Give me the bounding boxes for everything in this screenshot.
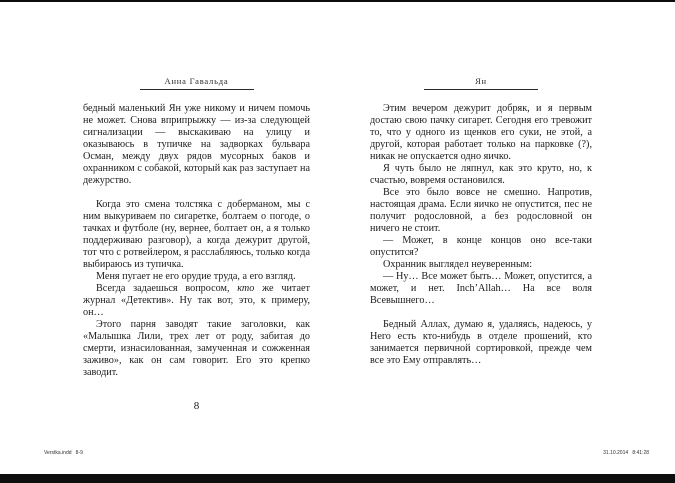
text-segment: Меня пугает не его орудие труда, а его взгляд.: [96, 271, 296, 282]
paragraph: [83, 103, 310, 187]
paragraph: [370, 187, 592, 235]
paragraph: [83, 199, 310, 271]
page-right: [370, 76, 592, 367]
paragraph: [83, 283, 310, 319]
italic-text-segment: кто: [237, 283, 255, 294]
text-segment: Когда это смена толстяка с доберманом, мы с ним выкуриваем по сигаретке, болтаем о погоде, о тачках и футболе (ну, вернее, болтает он, а я только поддерживаю разговор), а когда дежурит другой, тот что с ротвейлером, я расслабляюсь, только когда выбираюсь из тупичка.: [83, 199, 310, 270]
text-segment: же читает журнал «Детектив». Ну так вот, это, к примеру, он…: [83, 283, 310, 318]
text-segment: — Ну… Все может быть… Может, опустится, а может, и нет. Inch’Allah… На все воля Всевышнего…: [370, 271, 592, 306]
running-header-left: Анна Гавальда: [140, 76, 254, 90]
paragraph: [370, 163, 592, 187]
print-slug-filename: Verstka.indd 8-9: [44, 450, 83, 456]
paragraph: [370, 103, 592, 163]
text-segment: Всегда задаешься вопросом,: [96, 283, 238, 294]
paragraph: [370, 271, 592, 307]
page-left: [83, 76, 310, 379]
bottom-edge-bar: [0, 474, 675, 483]
text-segment: бедный маленький Ян уже никому и ничем помочь не может. Снова вприпрыжку — из-за следующей сигнализации — выскакиваю на улицу и оказываюсь в тупичке на задворках бульвара Осман, между двух рядов мусорных баков и охранником с собакой, который как раз заступает на дежурство.: [83, 103, 310, 186]
paragraph: [83, 319, 310, 379]
paragraph: [370, 259, 592, 271]
text-segment: Этого парня заводят такие заголовки, как «Малышка Лили, трех лет от роду, забитая до смерти, изнасилованная, замученная и сожженная заживо», как он сам говорит. Его это крепко заводит.: [83, 319, 310, 378]
text-segment: — Может, в конце концов оно все-таки опустится?: [370, 235, 592, 258]
top-edge-bar: [0, 0, 675, 2]
page-right-body-text: [370, 103, 592, 367]
paragraph: [83, 271, 310, 283]
page-left-body-text: [83, 103, 310, 379]
text-segment: Охранник выглядел неуверенным:: [383, 259, 533, 270]
paragraph: [370, 235, 592, 259]
paragraph: [370, 319, 592, 367]
running-header-right: Ян: [424, 76, 538, 90]
text-segment: Все это было вовсе не смешно. Напротив, настоящая драма. Если яичко не опустится, пес не получит родословной, а без родословной он ничего не стоит.: [370, 187, 592, 234]
page-number: 8: [193, 400, 200, 412]
text-segment: Этим вечером дежурит добряк, и я первым достаю свою пачку сигарет. Сегодня его тревожит то, что у одного из щенков его суки, не этой, а другой, которая работает только на парковке (?), никак не опускается одно яичко.: [370, 103, 592, 162]
text-segment: Я чуть было не ляпнул, как это круто, но, к счастью, вовремя остановился.: [370, 163, 592, 186]
print-slug-datetime: 31.10.2014 8:41:28: [603, 450, 649, 456]
text-segment: Бедный Аллах, думаю я, удаляясь, надеюсь, у Него есть кто-нибудь в отделе прошений, кто занимается первичной сортировкой, прежде чем все это Ему отправлять…: [370, 319, 592, 366]
